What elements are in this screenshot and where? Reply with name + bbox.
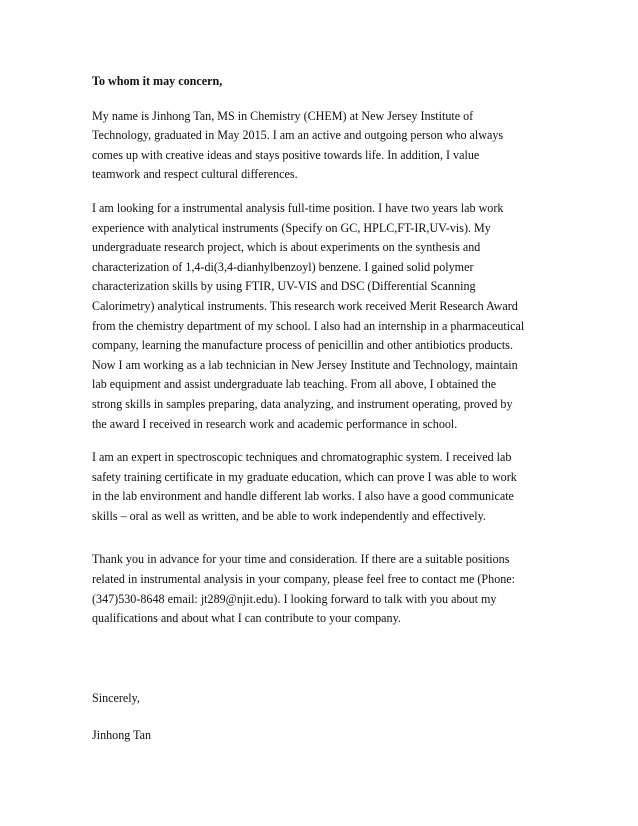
paragraph-line: skills – oral as well as written, and be able to work independently and effectively. bbox=[92, 508, 486, 523]
paragraph-line: characterization skills by using FTIR, UV-VIS and DSC (Differential Scanning bbox=[92, 279, 476, 294]
signature: Jinhong Tan bbox=[92, 728, 152, 743]
paragraph-line: qualifications and about what I can contribute to your company. bbox=[92, 611, 401, 626]
paragraph-line: safety training certificate in my graduate education, which can prove I was able to work bbox=[92, 469, 517, 484]
paragraph-line: Calorimetry) analytical instruments. This research work received Merit Research Award bbox=[92, 298, 518, 313]
paragraph-expertise bbox=[92, 448, 562, 526]
paragraph-thanks bbox=[92, 550, 562, 628]
letter-page bbox=[92, 72, 562, 746]
paragraph-line: Technology, graduated in May 2015. I am an active and outgoing person who always bbox=[92, 128, 504, 143]
paragraph-introduction bbox=[92, 107, 562, 185]
paragraph-line: experience with analytical instruments (Specify on GC, HPLC,FT-IR,UV-vis). My bbox=[92, 220, 491, 235]
paragraph-line: I am looking for a instrumental analysis full-time position. I have two years lab work bbox=[92, 200, 504, 215]
paragraph-line: the award I received in research work and academic performance in school. bbox=[92, 416, 458, 431]
paragraph-line: lab equipment and assist undergraduate lab teaching. From all above, I obtained the bbox=[92, 377, 497, 392]
paragraph-experience bbox=[92, 199, 562, 434]
paragraph-line: characterization of 1,4-di(3,4-dianhylbenzoyl) benzene. I gained solid polymer bbox=[92, 259, 474, 274]
paragraph-line: comes up with creative ideas and stays positive towards life. In addition, I value bbox=[92, 147, 480, 162]
salutation: To whom it may concern, bbox=[92, 74, 223, 88]
paragraph-line: My name is Jinhong Tan, MS in Chemistry (CHEM) at New Jersey Institute of bbox=[92, 108, 474, 123]
paragraph-line: Now I am working as a lab technician in New Jersey Institute and Technology, maintain bbox=[92, 357, 518, 372]
paragraph-line: related in instrumental analysis in your company, please feel free to contact me (Phone: bbox=[92, 572, 516, 587]
paragraph-line: undergraduate research project, which is about experiments on the synthesis and bbox=[92, 240, 481, 255]
paragraph-line: from the chemistry department of my school. I also had an internship in a pharmaceutical bbox=[92, 318, 525, 333]
paragraph-line: in the lab environment and handle different lab works. I also have a good communicate bbox=[92, 489, 514, 504]
paragraph-line: company, learning the manufacture process of penicillin and other antibiotics products. bbox=[92, 338, 514, 353]
paragraph-line: Thank you in advance for your time and consideration. If there are a suitable positions bbox=[92, 552, 510, 567]
paragraph-line: strong skills in samples preparing, data analyzing, and instrument operating, proved by bbox=[92, 396, 513, 411]
closing: Sincerely, bbox=[92, 690, 140, 705]
paragraph-line: (347)530-8648 email: jt289@njit.edu). I looking forward to talk with you about my bbox=[92, 591, 497, 606]
paragraph-line: I am an expert in spectroscopic techniques and chromatographic system. I received lab bbox=[92, 450, 512, 465]
paragraph-line: teamwork and respect cultural differences. bbox=[92, 167, 298, 182]
